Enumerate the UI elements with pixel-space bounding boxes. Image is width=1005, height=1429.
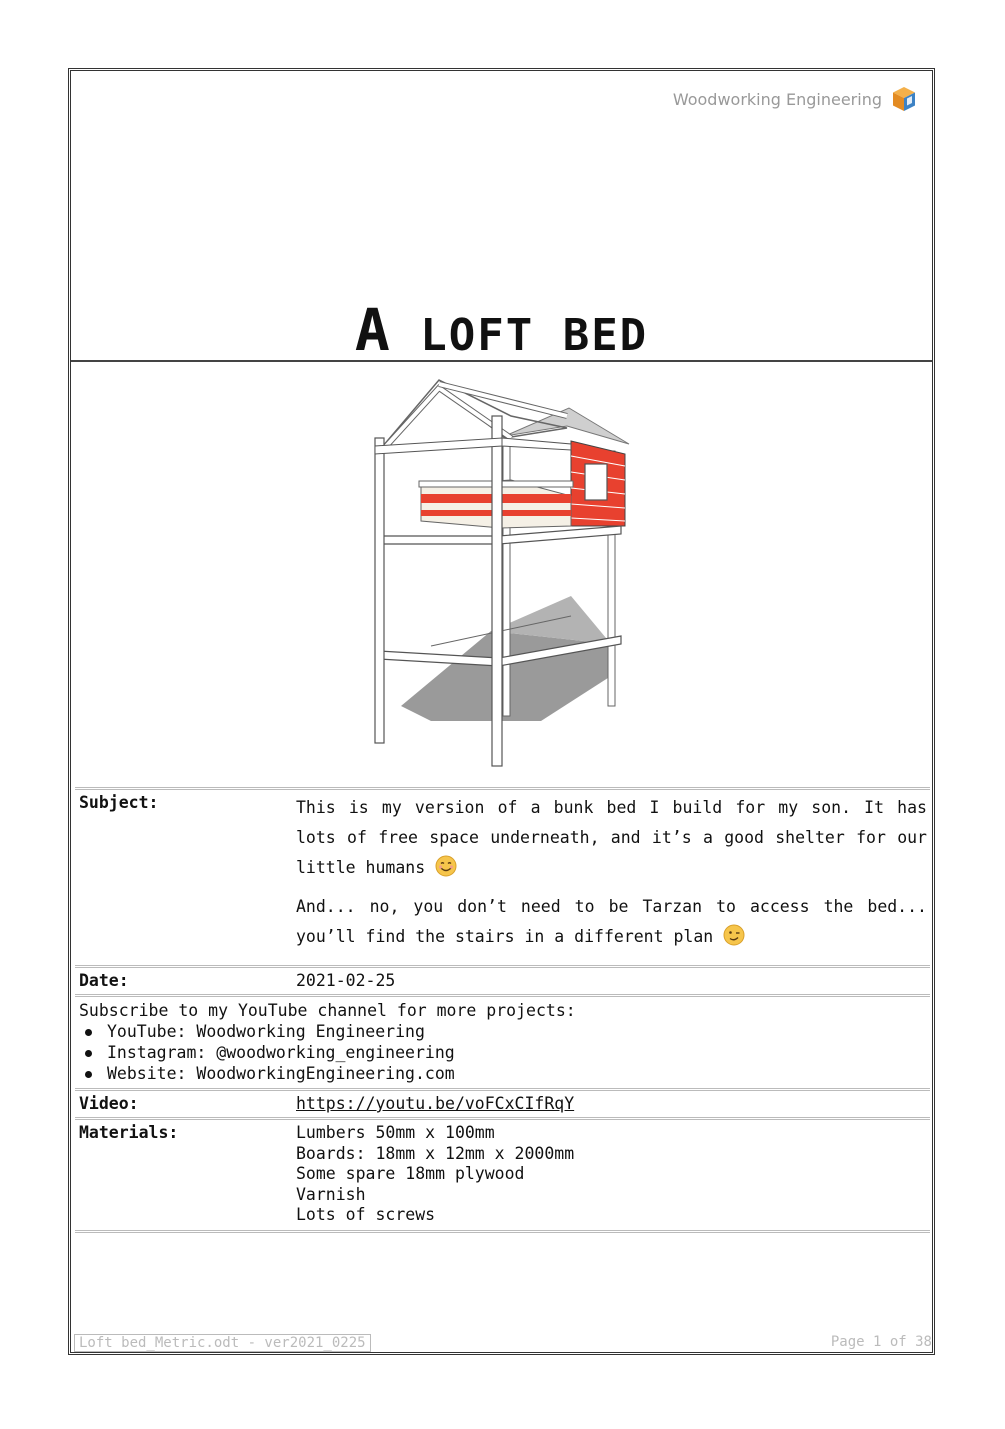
page-title <box>71 296 932 364</box>
title-rest: LOFT BED <box>420 310 649 361</box>
list-item: Lots of screws <box>296 1205 436 1224</box>
smile-emoji-icon <box>435 855 457 877</box>
subscribe-row <box>75 996 930 1090</box>
list-item: Varnish <box>296 1184 366 1204</box>
video-label: Video: <box>75 1090 292 1119</box>
subject-paragraph <box>296 892 927 952</box>
list-item: YouTube: Woodworking Engineering <box>107 1021 927 1042</box>
date-row <box>75 967 930 996</box>
footer-filename: Loft bed_Metric.odt - ver2021_0225 <box>74 1334 371 1352</box>
subject-text-1: This is my version of a bunk bed I build for my son. It has lots of free space underneath, and it’s a good shelter for our little humans <box>296 798 927 877</box>
loft-bed-illustration <box>371 376 641 771</box>
footer-page-number: Page 1 of 38 <box>830 1334 932 1350</box>
subject-value <box>292 789 930 967</box>
subject-paragraph <box>296 793 927 883</box>
title-cap: A <box>354 296 392 364</box>
wink-emoji-icon <box>723 924 745 946</box>
info-table <box>75 787 930 1233</box>
subscribe-block <box>75 996 930 1090</box>
subscribe-list <box>79 1021 927 1084</box>
materials-row <box>75 1119 930 1232</box>
subject-row <box>75 789 930 967</box>
date-label: Date: <box>75 967 292 996</box>
list-item: Website: WoodworkingEngineering.com <box>107 1063 927 1084</box>
video-link[interactable]: https://youtu.be/voFCxCIfRqY <box>296 1094 575 1113</box>
list-item: Some spare 18mm plywood <box>296 1164 525 1183</box>
brand-name: Woodworking Engineering <box>672 89 882 109</box>
date-value: 2021-02-25 <box>292 967 930 996</box>
page-footer <box>74 1334 932 1352</box>
cube-logo-icon <box>890 85 918 113</box>
materials-list <box>292 1119 930 1232</box>
list-item: Boards: 18mm x 12mm x 2000mm <box>296 1143 575 1163</box>
title-area <box>71 296 932 364</box>
list-item: Instagram: @woodworking_engineering <box>107 1042 927 1063</box>
subject-label: Subject: <box>75 789 292 967</box>
subscribe-lead: Subscribe to my YouTube channel for more projects: <box>79 1001 576 1020</box>
list-item: Lumbers 50mm x 100mm <box>296 1123 495 1142</box>
subject-text-2: And... no, you don’t need to be Tarzan to access the bed... you’ll find the stairs in a different plan <box>296 897 927 946</box>
title-divider <box>71 360 932 362</box>
video-row <box>75 1090 930 1119</box>
materials-label: Materials: <box>75 1119 292 1232</box>
video-value <box>292 1090 930 1119</box>
page-frame <box>68 68 935 1355</box>
brand <box>673 85 918 113</box>
